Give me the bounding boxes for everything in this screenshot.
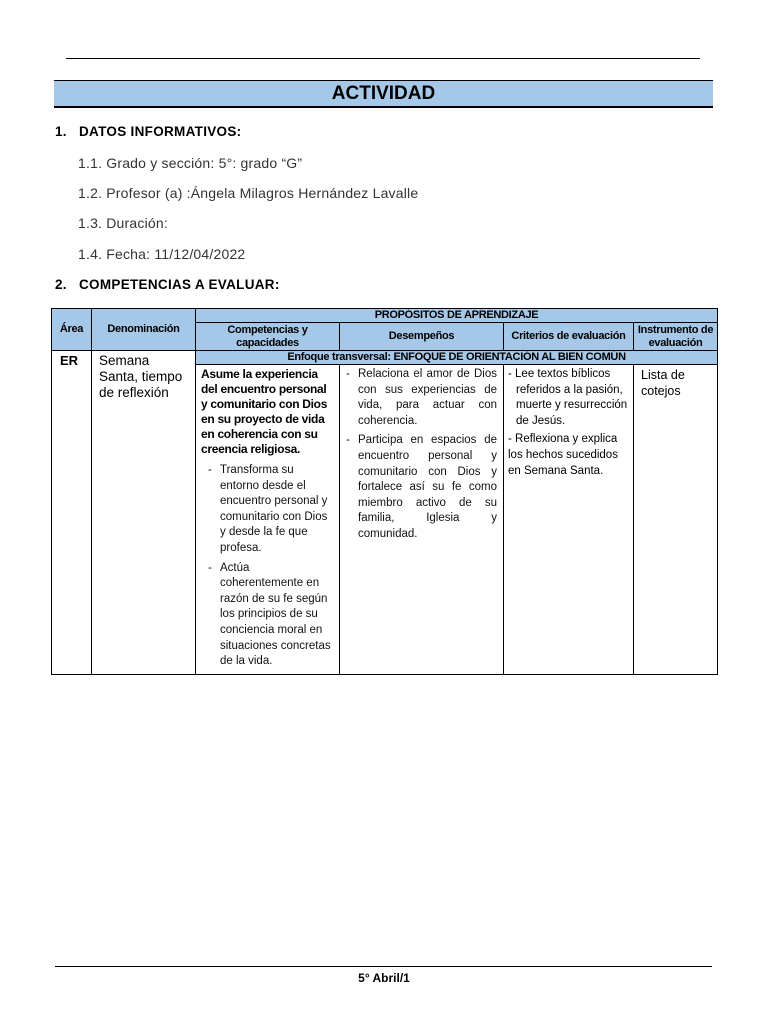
header-competencias: Competencias y capacidades [196, 323, 340, 351]
cell-criterios [504, 365, 634, 675]
desempeno-item: - Participa en espacios de encuentro personal y comunitario con Dios y fortalece así su fe como miembro activo de su familia, Iglesia y comunidad. [346, 433, 497, 542]
cell-denominacion: Semana Santa, tiempo de reflexión [92, 351, 196, 675]
header-enfoque-transversal: Enfoque transversal: ENFOQUE DE ORIENTACIÓN AL BIEN COMÚN [196, 351, 718, 365]
section-1-heading [55, 124, 241, 139]
section-2-heading [55, 277, 280, 292]
info-duracion: 1.3. Duración: [78, 215, 168, 231]
desempeno-item: - Relaciona el amor de Dios con sus experiencias de vida, para actuar con coherencia. [346, 367, 497, 429]
header-area: Área [52, 309, 92, 351]
competencias-table [51, 308, 718, 675]
page-title: ACTIVIDAD [54, 80, 713, 108]
header-desempenos: Desempeños [340, 323, 504, 351]
capacidad-item: - Transforma su entorno desde el encuentro personal y comunitario con Dios y desde la fe que profesa. [208, 463, 335, 557]
criterio-item [508, 432, 629, 479]
top-rule [66, 58, 700, 59]
header-instrumento: Instrumento de evaluación [634, 323, 718, 351]
bottom-rule [55, 966, 712, 967]
cell-desempenos [340, 365, 504, 675]
cell-instrumento: Lista de cotejos [634, 365, 718, 675]
criterio-line: referidos a la pasión, muerte y resurrección de Jesús. [516, 383, 628, 427]
info-fecha: 1.4. Fecha: 11/12/04/2022 [78, 246, 246, 262]
criterio-line: - Lee textos bíblicos [508, 368, 611, 380]
section-1-number: 1. [55, 124, 67, 139]
page-footer: 5° Abril/1 [358, 971, 410, 985]
header-denominacion: Denominación [92, 309, 196, 351]
criterio-line: - Reflexiona y explica los hechos sucedidos en Semana Santa. [508, 433, 618, 477]
cell-competencias [196, 365, 340, 675]
info-grado: 1.1. Grado y sección: 5°: grado “G” [78, 155, 303, 171]
competencia-main: Asume la experiencia del encuentro personal y comunitario con Dios en su proyecto de vida en coherencia con su creencia religiosa. [201, 367, 328, 456]
capacidad-item: - Actúa coherentemente en razón de su fe según los principios de su conciencia moral en situaciones concretas de la vida. [208, 561, 335, 670]
criterio-item [508, 367, 629, 429]
info-profesor: 1.2. Profesor (a) :Ángela Milagros Hernández Lavalle [78, 185, 419, 201]
header-propositos: PROPÓSITOS DE APRENDIZAJE [196, 309, 718, 323]
section-1-label: DATOS INFORMATIVOS: [79, 124, 242, 139]
section-2-number: 2. [55, 277, 67, 292]
cell-area: ER [52, 351, 92, 675]
header-criterios: Criterios de evaluación [504, 323, 634, 351]
section-2-label: COMPETENCIAS A EVALUAR: [79, 277, 280, 292]
